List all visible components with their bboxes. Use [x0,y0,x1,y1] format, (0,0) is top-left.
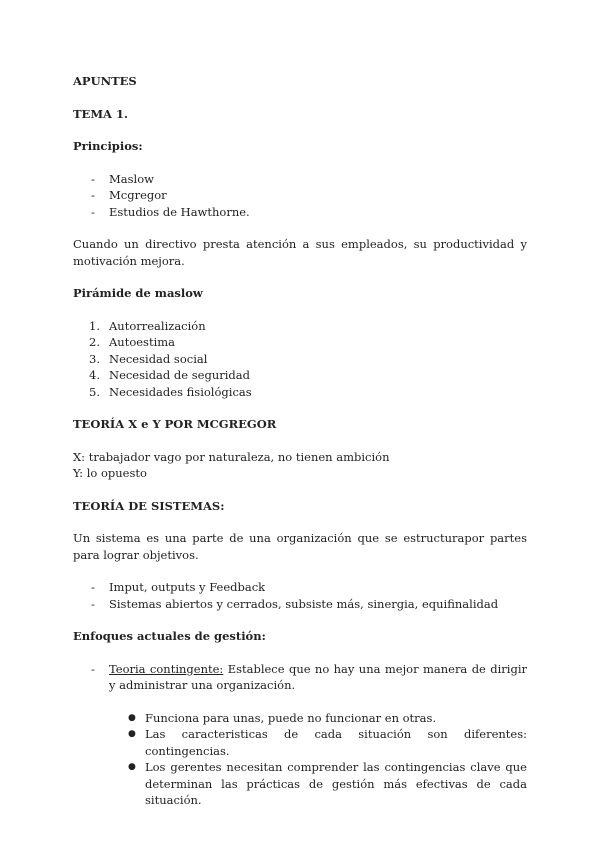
tema-heading: TEMA 1. [73,106,128,121]
list-item: ● Los gerentes necesitan comprender las contingencias clave que determinan las prácticas de gestión más efectivas de cada situación. [128,760,527,807]
list-item: ● Funciona para unas, puede no funcionar en otras. [128,710,437,725]
maslow-list [73,318,527,401]
list-item: - Mcgregor [91,188,167,202]
list-item: - Sistemas abiertos y cerrados, subsiste más, sinergia, equifinalidad [91,596,499,611]
sistemas-heading: TEORÍA DE SISTEMAS: [73,498,225,513]
contingente-label: Teoria contingente: [109,661,224,676]
list-item: 1. Autorrealización [89,318,206,333]
list-item: - Maslow [91,171,154,186]
list-item: 4. Necesidad de seguridad [89,368,250,382]
list-item: - Imput, outputs y Feedback [91,580,266,594]
list-item: 5. Necesidades fisiológicas [89,384,252,399]
teoria-x-line: X: trabajador vago por naturaleza, no tienen ambición [73,449,390,464]
list-item: 2. Autoestima [89,335,176,349]
list-item: - Estudios de Hawthorne. [91,204,250,219]
enfoques-list [73,661,527,694]
dash-marker: - [91,188,95,202]
dash-marker: - [91,580,95,594]
teoria-xy-heading: TEORÍA X e Y POR MCGREGOR [73,417,277,431]
bullet-icon: ● [128,712,136,723]
sistemas-list [73,579,527,612]
enfoques-heading: Enfoques actuales de gestión: [73,629,266,643]
list-item [73,661,527,694]
paragraph-atencion: Cuando un directivo presta atención a sus empleados, su productividad y motivación mejora. [73,237,527,268]
principios-heading: Principios: [73,139,143,153]
contingente-bullets [73,710,527,809]
principios-list [73,171,527,221]
dash-marker: - [91,596,95,611]
contingente-text: Establece que no hay una mejor manera de dirigir y administrar una organización. [109,661,528,692]
teoria-y-line: Y: lo opuesto [73,466,147,480]
maslow-heading: Pirámide de maslow [73,286,203,300]
paragraph-sistema: Un sistema es una parte de una organización que se estructurapor partes para lograr objetivos. [73,531,527,562]
list-item: ● Las caracteristicas de cada situación son diferentes: contingencias. [128,727,527,758]
dash-marker: - [91,171,95,186]
list-item: 3. Necesidad social [89,351,208,366]
dash-marker: - [91,661,95,676]
doc-title: APUNTES [73,74,137,88]
bullet-icon: ● [128,762,136,772]
bullet-icon: ● [128,729,136,739]
dash-marker: - [91,204,95,219]
